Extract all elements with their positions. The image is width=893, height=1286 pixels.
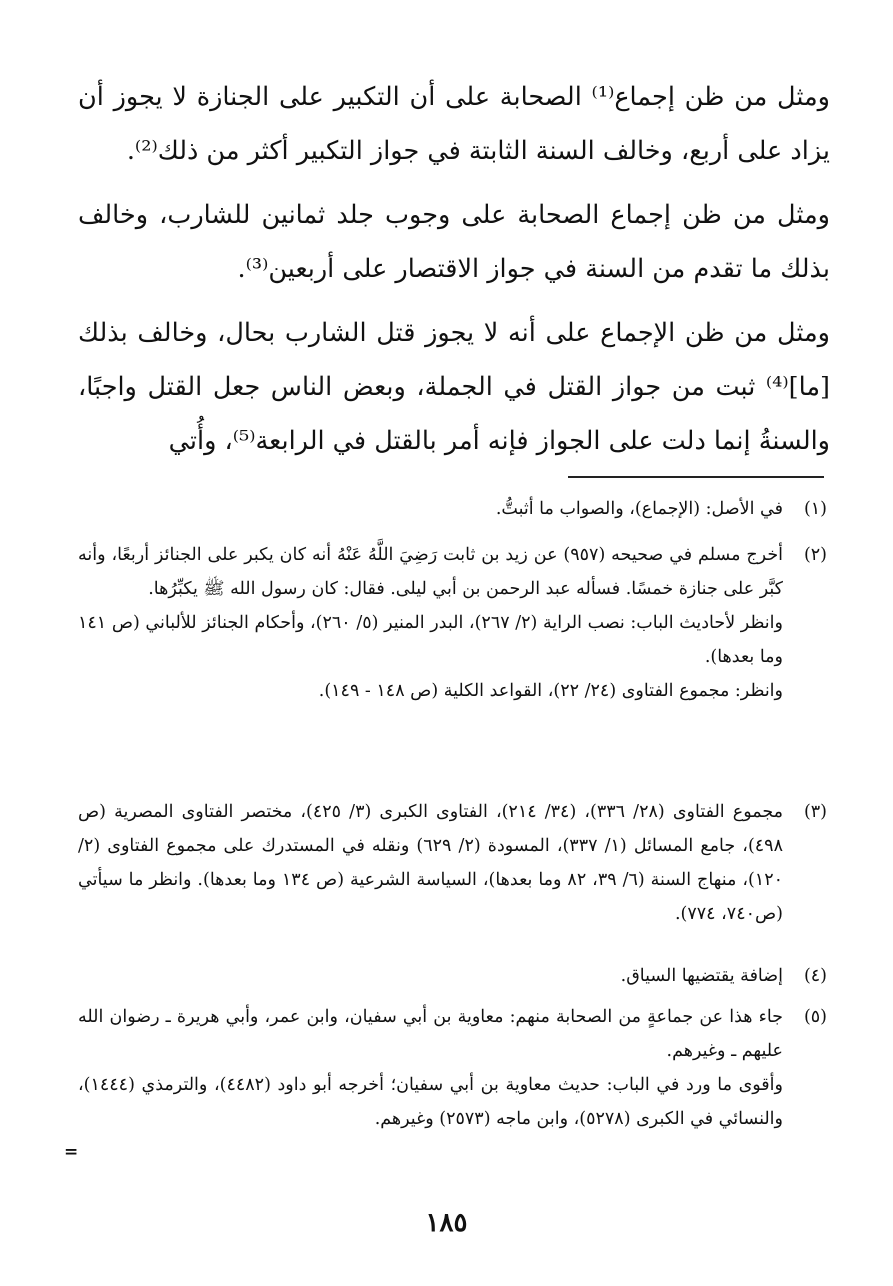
main-paragraph: ومثل من ظن الإجماع على أنه لا يجوز قتل الشارب بحال، وخالف بذلك [ما]⁽⁴⁾ ثبت من جواز القتل في الجملة، وبعض الناس جعل القتل واجبًا، والسنةُ إنما دلت على الجواز فإنه أمر بالقتل في الرابعة⁽⁵⁾، وأُتي — [78, 318, 830, 456]
footnote — [78, 538, 827, 708]
footnote-text: وانظر: مجموع الفتاوى (٢٤/ ٢٢)، القواعد الكلية (ص ١٤٨ - ١٤٩). — [318, 681, 783, 701]
footnote-body — [78, 959, 783, 993]
footnote-body — [78, 492, 783, 526]
footnote-text: مجموع الفتاوى (٢٨/ ٣٣٦)، (٣٤/ ٢١٤)، الفتاوى الكبرى (٣/ ٤٢٥)، مختصر الفتاوى المصرية (ص ٤٩٨)، جامع المسائل (١/ ٣٣٧)، المسودة (٢/ ٦٢٩) ونقله في المستدرك على مجموع الفتاوى (٢/ ١٢٠)، منهاج السنة (٦/ ٣٩، ٨٢ وما بعدها)، السياسة الشرعية (ص ١٣٤ وما بعدها). وانظر ما سيأتي (ص٧٤٠، ٧٧٤). — [78, 802, 784, 924]
main-paragraph: ومثل من ظن إجماع⁽¹⁾ الصحابة على أن التكبير على الجنازة لا يجوز أن يزاد على أربع، وخالف السنة الثابتة في جواز التكبير أكثر من ذلك⁽²⁾. — [78, 82, 830, 166]
footnote — [78, 959, 827, 993]
footnote-number: (٢) — [803, 545, 827, 565]
footnote-number: (١) — [803, 499, 827, 519]
page-number: ١٨٥ — [425, 1208, 468, 1238]
footnote-text: وأقوى ما ورد في الباب: حديث معاوية بن أبي سفيان؛ أخرجه أبو داود (٤٤٨٢)، والترمذي (١٤٤٤)، والنسائي في الكبرى (٥٢٧٨)، وابن ماجه (٢٥٧٣) وغيرهم. — [78, 1075, 783, 1129]
footnote-body — [78, 1000, 783, 1136]
footnote-separator — [568, 476, 824, 478]
footnote-text: جاء هذا عن جماعةٍ من الصحابة منهم: معاوية بن أبي سفيان، وابن عمر، وأبي هريرة ـ رضوان الله عليهم ـ وغيرهم. — [78, 1007, 783, 1061]
footnote-body — [78, 538, 783, 708]
footnote — [78, 492, 827, 526]
footnote-number: (٣) — [803, 802, 827, 822]
footnote — [78, 1000, 827, 1136]
footnote-text: أخرج مسلم في صحيحه (٩٥٧) عن زيد بن ثابت رَضِيَ اللَّهُ عَنْهُ أنه كان يكبر على الجنائز أربعًا، وأنه كبَّر على جنازة خمسًا. فسأله عبد الرحمن بن أبي ليلى. فقال: كان رسول الله ﷺ يكبِّرُها. — [78, 545, 784, 599]
footnote-text: إضافة يقتضيها السياق. — [620, 966, 783, 986]
continuation-mark: = — [64, 1142, 79, 1162]
footnote — [78, 795, 827, 931]
footnote-text: في الأصل: (الإجماع)، والصواب ما أثبتُّ. — [495, 499, 783, 519]
footnote-text: وانظر لأحاديث الباب: نصب الراية (٢/ ٢٦٧)، البدر المنير (٥/ ٢٦٠)، وأحكام الجنائز للألباني (ص ١٤١ وما بعدها). — [78, 613, 783, 667]
footnote-body — [78, 795, 783, 931]
footnote-number: (٤) — [803, 966, 827, 986]
footnote-number: (٥) — [803, 1007, 827, 1027]
main-paragraph: ومثل من ظن إجماع الصحابة على وجوب جلد ثمانين للشارب، وخالف بذلك ما تقدم من السنة في جواز الاقتصار على أربعين⁽³⁾. — [78, 200, 830, 284]
